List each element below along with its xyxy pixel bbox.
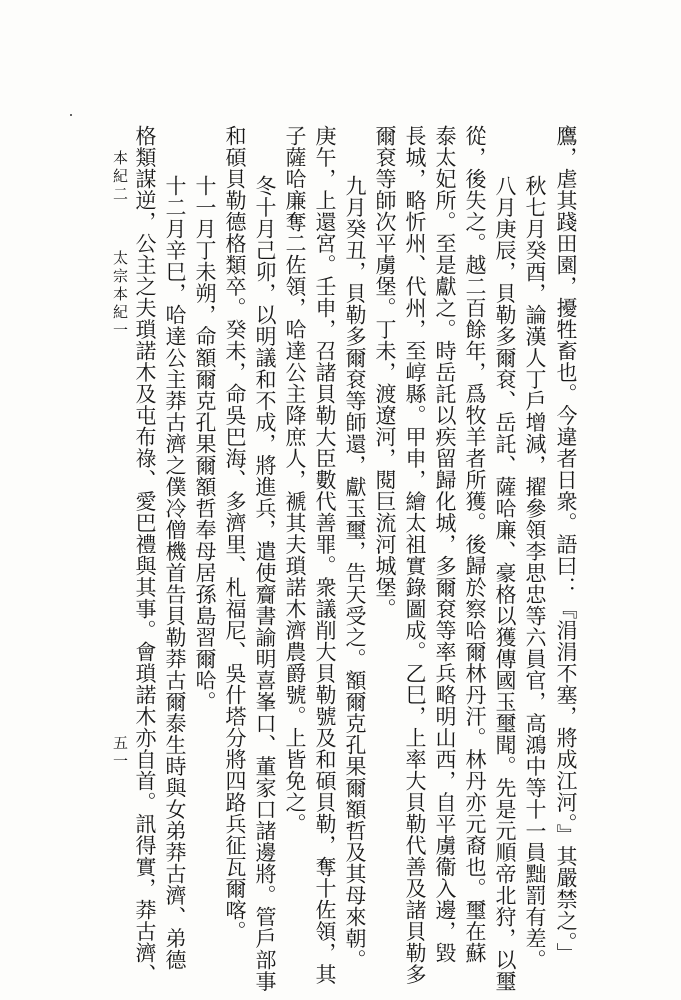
text-column-11: 冬十月己卯，以明議和不成，將進兵，遣使齎書諭明喜峯口、董家口諸邊將。管戶部事 — [253, 175, 277, 992]
text-column-2: 秋七月癸酉，論漢人丁戶增減，擢參領李思忠等六員官，高鴻中等十一員黜罰有差。 — [523, 175, 547, 971]
running-head-center: 太宗本紀一 — [111, 250, 129, 340]
text-column-15: 格類謀逆，公主之夫瑣諾木及屯布祿、愛巴禮與其事。會瑣諾木亦自首。訊得實，莽古濟、 — [133, 125, 157, 985]
text-column-13: 十一月丁未朔，命額爾克孔果爾額哲奉母居孫島習爾哈。 — [193, 175, 217, 713]
text-column-5: 泰太妃所。至是獻之。時岳託以疾留歸化城，多爾袞等率兵略明山西，自平虜衞入邊，毀 — [433, 125, 457, 964]
text-column-7: 爾袞等師次平虜堡。丁未，渡遼河，閱巨流河城堡。 — [373, 125, 397, 620]
page-number: 五一 — [111, 735, 129, 771]
running-head-left: 本紀二 — [111, 150, 129, 204]
text-column-6: 長城，略忻州、代州，至崞縣。甲申，繪太祖實錄圖成。乙巳，上率大貝勒代善及諸貝勒多 — [403, 125, 427, 985]
text-column-8: 九月癸丑，貝勒多爾袞等師還，獻玉璽，告天受之。額爾克孔果爾額哲及其母來朝。 — [343, 175, 367, 971]
text-column-4: 從，後失之。越二百餘年，爲牧羊者所獲。後歸於察哈爾林丹汗。林丹亦元裔也。璽在蘇 — [463, 125, 487, 964]
text-column-10: 子薩哈廉奪二佐領，哈達公主降庶人，褫其夫瑣諾木濟農爵號。上皆免之。 — [283, 125, 307, 835]
text-column-12: 和碩貝勒德格類卒。癸未，命吳巴海、多濟里、札福尼、吳什塔分將四路兵征瓦爾喀。 — [223, 125, 247, 942]
text-column-1: 鷹，虐其踐田園，擾牲畜也。今違者日衆。語曰：『涓涓不塞，將成江河。』其嚴禁之。」 — [554, 125, 578, 964]
text-column-14: 十二月辛巳，哈達公主莽古濟之僕冷僧機首告貝勒莽古爾泰生時與女弟莽古濟、弟德 — [163, 175, 187, 971]
scan-speck — [70, 114, 72, 116]
text-column-9: 庚午，上還宮。壬申，召諸貝勒大臣數代善罪。衆議削大貝勒號及和碩貝勒，奪十佐領，其 — [313, 125, 337, 985]
text-column-3: 八月庚辰，貝勒多爾袞、岳託、薩哈廉、豪格以獲傳國玉璽聞。先是元順帝北狩，以璽 — [493, 175, 517, 992]
